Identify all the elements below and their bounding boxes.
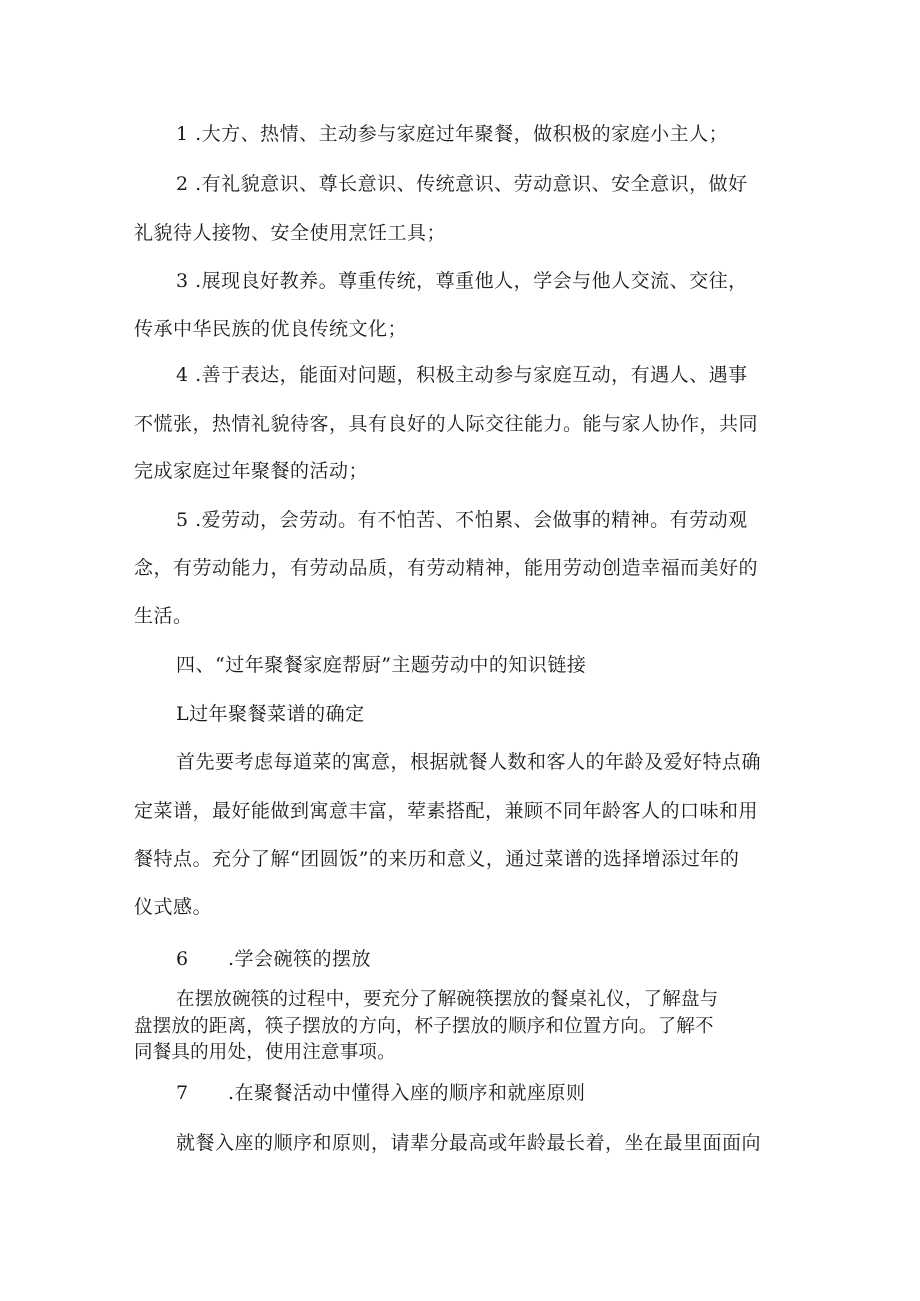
item-2-line-1 [176, 172, 748, 196]
section-heading: 四、“过年聚餐家庭帮厨”主题劳动中的知识链接 [176, 654, 587, 676]
item-2-line-2: 礼貌待人接物、安全使用烹饪工具； [134, 222, 447, 244]
item-text: .展现良好教养。尊重传统，尊重他人，学会与他人交流、交往， [188, 270, 748, 292]
sub3-number: 7 [176, 1082, 189, 1104]
item-4-line-2: 不慌张，热情礼貌待客，具有良好的人际交往能力。能与家人协作，共同 [134, 413, 759, 435]
sub3-line-1: 就餐入座的顺序和原则，请辈分最高或年龄最长着，坐在最里面面向 [176, 1132, 762, 1154]
item-4-line-3: 完成家庭过年聚餐的活动； [134, 460, 369, 482]
item-number: 2 [176, 173, 189, 195]
item-text: .大方、热情、主动参与家庭过年聚餐，做积极的家庭小主人； [188, 123, 729, 145]
sub2-title: .学会碗筷的摆放 [228, 948, 372, 970]
item-3-line-1 [176, 269, 748, 293]
sub3-title-line [176, 1081, 586, 1105]
item-5-line-2: 念，有劳动能力，有劳动品质，有劳动精神，能用劳动创造幸福而美好的 [134, 557, 759, 579]
item-text: .善于表达，能面对问题，积极主动参与家庭互动，有遇人、遇事 [188, 364, 748, 386]
sub2-number: 6 [176, 948, 189, 970]
sub2-line-2: 盘摆放的距离，筷子摆放的方向，杯子摆放的顺序和位置方向。了解不 [134, 1016, 714, 1037]
item-number: 4 [176, 364, 189, 386]
sub1-title: L过年聚餐菜谱的确定 [176, 703, 365, 725]
sub2-title-line [176, 947, 371, 971]
item-text: .爱劳动，会劳动。有不怕苦、不怕累、会做事的精神。有劳动观 [188, 509, 748, 531]
sub3-title: .在聚餐活动中懂得入座的顺序和就座原则 [228, 1082, 586, 1104]
item-4-line-1 [176, 363, 748, 387]
item-3-line-2: 传承中华民族的优良传统文化； [134, 318, 408, 340]
sub1-line-1: 首先要考虑每道菜的寓意，根据就餐人数和客人的年龄及爱好特点确 [176, 751, 762, 773]
sub1-line-2: 定菜谱，最好能做到寓意丰富，荤素搭配，兼顾不同年龄客人的口味和用 [134, 800, 759, 822]
item-number: 3 [176, 270, 189, 292]
item-number: 5 [176, 509, 189, 531]
item-5-line-3: 生活。 [134, 605, 193, 627]
sub1-line-4: 仪式感。 [134, 896, 213, 918]
sub1-line-3: 餐特点。充分了解“团圆饭”的来历和意义，通过菜谱的选择增添过年的 [134, 848, 740, 870]
item-5-line-1 [176, 508, 748, 532]
item-text: .有礼貌意识、尊长意识、传统意识、劳动意识、安全意识，做好 [188, 173, 748, 195]
sub2-line-3: 同餐具的用处，使用注意事项。 [134, 1042, 396, 1063]
item-1-line-1 [176, 122, 728, 146]
sub2-line-1: 在摆放碗筷的过程中，要充分了解碗筷摆放的餐桌礼仪，了解盘与 [176, 989, 719, 1010]
item-number: 1 [176, 123, 189, 145]
